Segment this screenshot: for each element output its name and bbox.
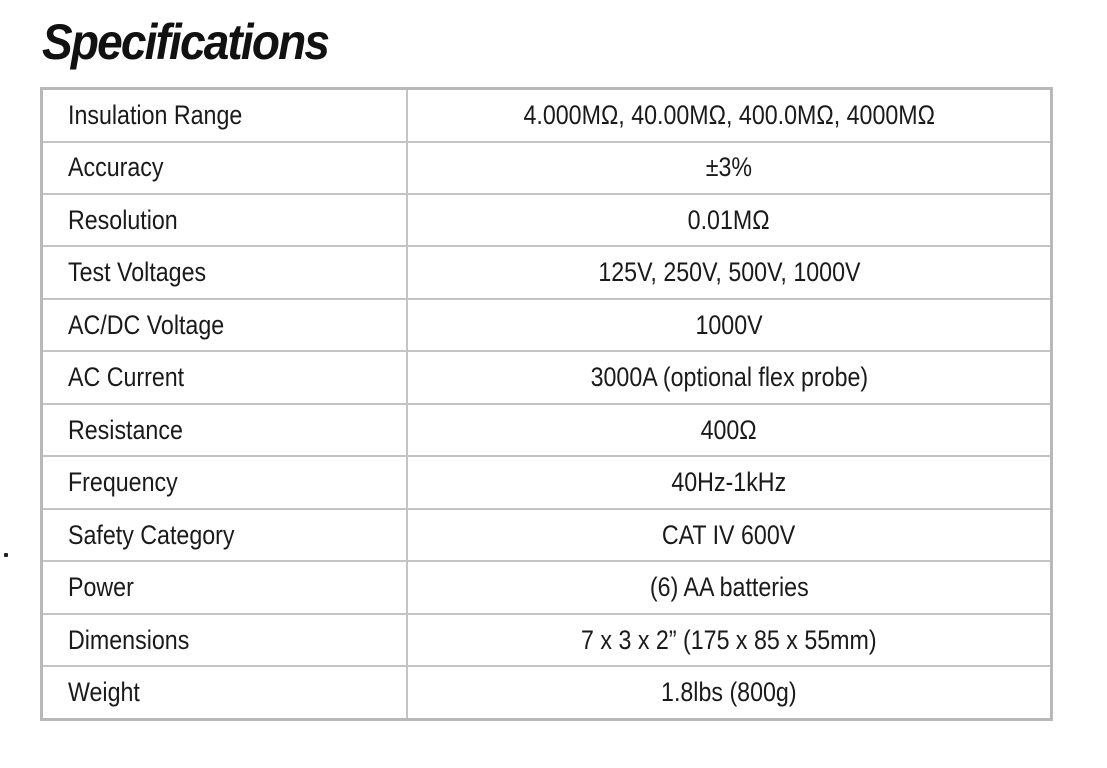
spec-label-cell bbox=[42, 299, 408, 351]
spec-value-cell bbox=[407, 246, 1052, 298]
spec-label: Insulation Range bbox=[68, 99, 243, 130]
spec-label-cell bbox=[42, 246, 408, 298]
table-row bbox=[42, 456, 1052, 508]
spec-label: Frequency bbox=[68, 467, 178, 498]
table-row bbox=[42, 404, 1052, 456]
table-row bbox=[42, 246, 1052, 298]
table-row bbox=[42, 509, 1052, 561]
spec-label: Weight bbox=[68, 677, 140, 708]
spec-label: AC Current bbox=[68, 362, 185, 393]
stray-dot bbox=[4, 553, 8, 557]
specifications-table bbox=[40, 87, 1053, 721]
table-row bbox=[42, 299, 1052, 351]
spec-value: 400Ω bbox=[700, 414, 758, 445]
spec-value: 125V, 250V, 500V, 1000V bbox=[597, 257, 861, 288]
spec-label-cell bbox=[42, 666, 408, 719]
table-row bbox=[42, 351, 1052, 403]
spec-value-cell bbox=[407, 614, 1052, 666]
spec-label-cell bbox=[42, 142, 408, 194]
spec-label: Test Voltages bbox=[68, 257, 207, 288]
table-row bbox=[42, 142, 1052, 194]
spec-label-cell bbox=[42, 351, 408, 403]
spec-value-cell bbox=[407, 89, 1052, 142]
spec-label-cell bbox=[42, 456, 408, 508]
spec-label-cell bbox=[42, 509, 408, 561]
spec-value: CAT IV 600V bbox=[662, 519, 796, 550]
spec-label-cell bbox=[42, 561, 408, 613]
spec-value-cell bbox=[407, 194, 1052, 246]
spec-label: Resistance bbox=[68, 414, 183, 445]
table-row bbox=[42, 666, 1052, 719]
spec-value-cell bbox=[407, 666, 1052, 719]
spec-label-cell bbox=[42, 89, 408, 142]
spec-label: Accuracy bbox=[68, 152, 164, 183]
table-row bbox=[42, 561, 1052, 613]
spec-value: 0.01MΩ bbox=[688, 204, 770, 235]
spec-label: Safety Category bbox=[68, 519, 235, 550]
spec-value: (6) AA batteries bbox=[649, 572, 809, 603]
spec-value: 3000A (optional flex probe) bbox=[590, 362, 868, 393]
spec-label-cell bbox=[42, 194, 408, 246]
table-row bbox=[42, 89, 1052, 142]
spec-label: AC/DC Voltage bbox=[68, 309, 225, 340]
spec-label: Resolution bbox=[68, 204, 178, 235]
page-title: Specifications bbox=[42, 14, 329, 70]
spec-label-cell bbox=[42, 404, 408, 456]
spec-label: Power bbox=[68, 572, 134, 603]
spec-value-cell bbox=[407, 561, 1052, 613]
spec-value-cell bbox=[407, 509, 1052, 561]
table-row bbox=[42, 614, 1052, 666]
spec-value-cell bbox=[407, 456, 1052, 508]
spec-value: 1000V bbox=[695, 309, 763, 340]
table-row bbox=[42, 194, 1052, 246]
spec-label: Dimensions bbox=[68, 624, 190, 655]
spec-value: 4.000MΩ, 40.00MΩ, 400.0MΩ, 4000MΩ bbox=[523, 99, 935, 130]
spec-value-cell bbox=[407, 351, 1052, 403]
spec-value: 7 x 3 x 2” (175 x 85 x 55mm) bbox=[581, 624, 877, 655]
spec-value-cell bbox=[407, 142, 1052, 194]
spec-label-cell bbox=[42, 614, 408, 666]
spec-value-cell bbox=[407, 299, 1052, 351]
spec-value-cell bbox=[407, 404, 1052, 456]
spec-value: ±3% bbox=[705, 152, 753, 183]
spec-value: 1.8lbs (800g) bbox=[661, 677, 797, 708]
spec-value: 40Hz-1kHz bbox=[671, 467, 787, 498]
